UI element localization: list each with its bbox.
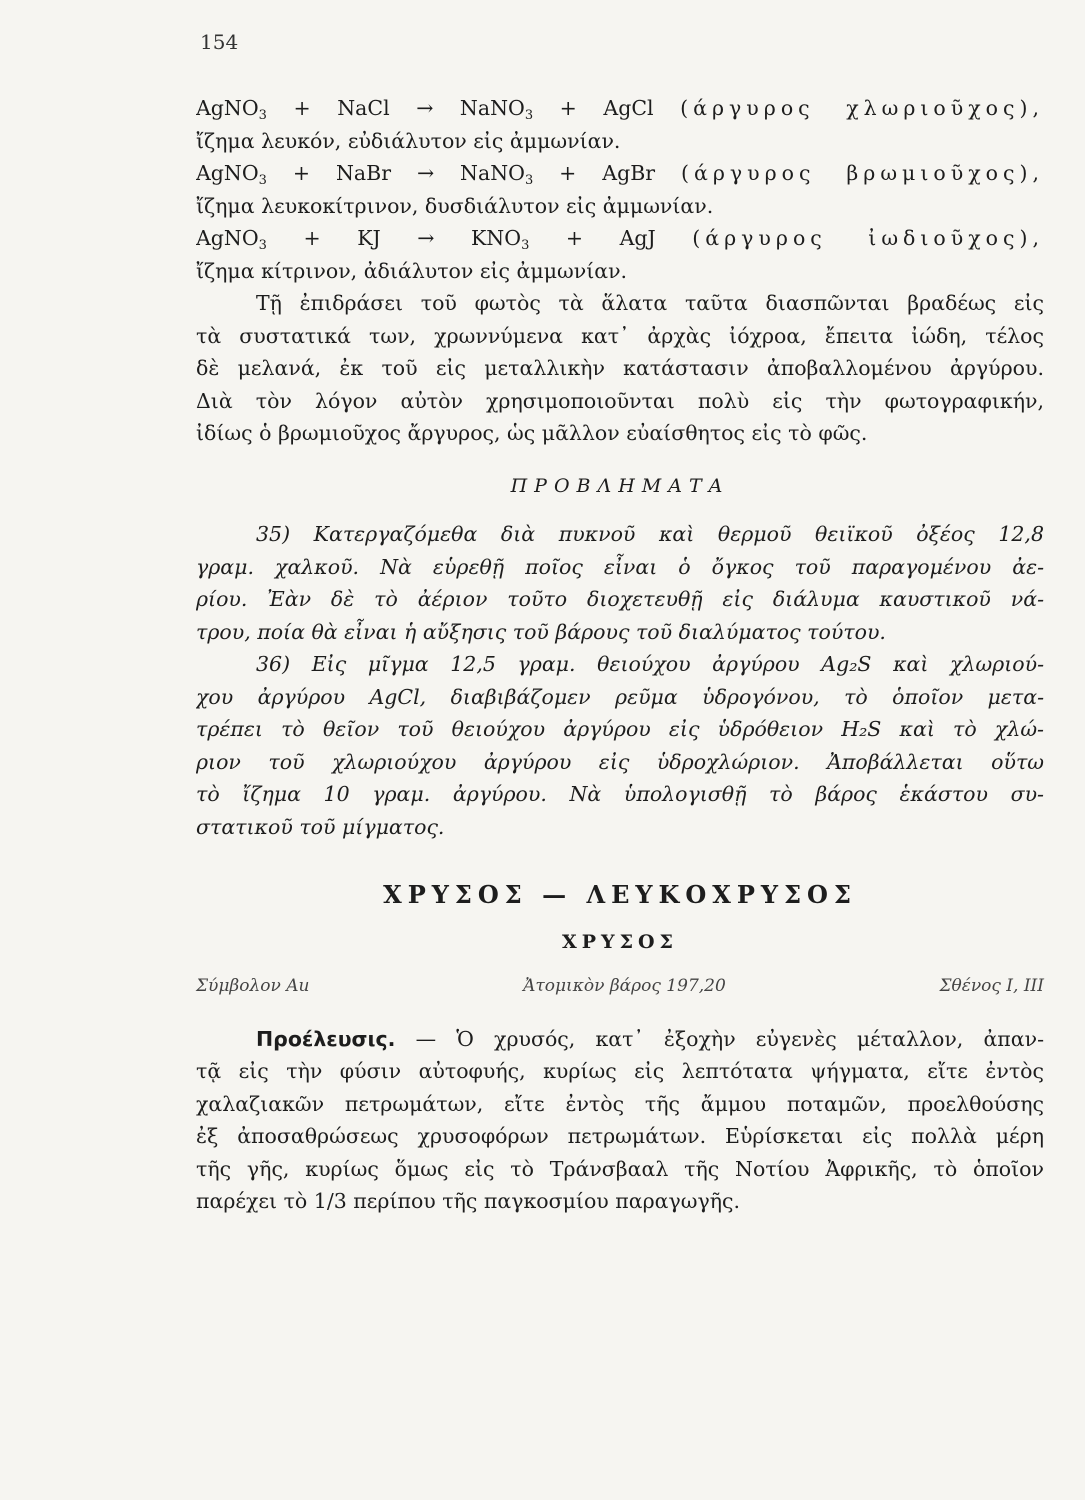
paragraph-line: Τῇ ἐπιδράσει τοῦ φωτὸς τὰ ἅλατα ταῦτα διασπῶνται βραδέως εἰς [256,291,1044,315]
element-valence: Σθένος I, III [939,976,1044,996]
reaction-description: ἴζημα κίτρινον, ἀδιάλυτον εἰς ἀμμωνίαν. [196,258,628,283]
paragraph-line: Προέλευσις. — Ὁ χρυσός, κατ᾽ ἐξοχὴν εὐγενὲς μέταλλον, ἀπαν- [256,1026,1044,1051]
paragraph-line: τῆς γῆς, κυρίως ὅμως εἰς τὸ Τράνσβααλ τῆς Νοτίου Ἀφρικῆς, τὸ ὁποῖον [196,1156,1044,1181]
paragraph-line: παρέχει τὸ 1/3 περίπου τῆς παγκοσμίου παραγωγῆς. [196,1189,741,1213]
element-symbol: Σύμβολον Au [196,976,310,996]
problem-line: ριον τοῦ χλωριούχου ἀργύρου εἰς ὑδροχλώριον. Ἀποβάλλεται οὕτω [196,749,1044,774]
reaction-equation: AgNO$_3$ + KJ → $KNO_3$ + AgJ (άργυρος ἰωδιοῦχος), [196,226,1044,253]
problem-line: χου ἀργύρου AgCl, διαβιβάζομεν ρεῦμα ὑδρογόνου, τὸ ὁποῖον μετα- [196,684,1044,709]
reaction-equation: AgNO$_3$ + NaBr → NaNO$_3$ + AgBr (άργυρος βρωμιοῦχος), [196,161,1044,188]
page-body [196,92,1044,1218]
problems-heading: ΠΡΟΒΛΗΜΑΤΑ [510,474,730,497]
paragraph-line: τᾷ εἰς τὴν φύσιν αὐτοφυής, κυρίως εἰς λεπτότατα ψήγματα, εἴτε ἐντὸς [196,1059,1044,1083]
problem-line: στατικοῦ τοῦ μίγματος. [196,814,445,839]
section-title: ΧΡΥΣΟΣ — ΛΕΥΚΟΧΡΥΣΟΣ [383,880,857,909]
paragraph-line: ἐξ ἀποσαθρώσεως χρυσοφόρων πετρωμάτων. Εὑρίσκεται εἰς πολλὰ μέρη [196,1124,1044,1148]
problem-line: 36) Εἰς μῖγμα 12,5 γραμ. θειούχου ἀργύρου Ag₂S καὶ χλωριού- [256,652,1044,676]
problem-line: τρου, ποία θὰ εἶναι ἡ αὔξησις τοῦ βάρους τοῦ διαλύματος τούτου. [196,619,886,644]
paragraph-line: ἰδίως ὁ βρωμιοῦχος ἄργυρος, ὡς μᾶλλον εὐαίσθητος εἰς τὸ φῶς. [196,421,868,445]
problem-line: τὸ ἴζημα 10 γραμ. ἀργύρου. Νὰ ὑπολογισθῇ τὸ βάρος ἑκάστου συ- [196,782,1044,806]
element-properties [196,970,1044,1003]
problem-line: ρίου. Ἐὰν δὲ τὸ ἀέριον τοῦτο διοχετευθῇ εἰς διάλυμα καυστικοῦ νά- [196,587,1044,611]
element-atomic-weight: Ἀτομικὸν βάρος 197,20 [523,976,726,996]
problem-line: τρέπει τὸ θεῖον τοῦ θειούχου ἀργύρου εἰς ὑδρόθειον H₂S καὶ τὸ χλώ- [196,717,1044,741]
problem-line: 35) Κατεργαζόμεθα διὰ πυκνοῦ καὶ θερμοῦ θειϊκοῦ ὀξέος 12,8 [256,522,1044,546]
reaction-description: ἴζημα λευκοκίτρινον, δυσδιάλυτον εἰς ἀμμωνίαν. [196,193,714,218]
subsection-title: ΧΡΥΣΟΣ [561,930,678,953]
reaction-description: ἴζημα λευκόν, εὐδιάλυτον εἰς ἀμμωνίαν. [196,128,621,153]
origin-lead: Προέλευσις. [256,1026,396,1051]
paragraph-line: τὰ συστατικά των, χρωννύμενα κατ᾽ ἀρχὰς ἰόχροα, ἔπειτα ἰώδη, τέλος [196,323,1044,348]
paragraph-line: χαλαζιακῶν πετρωμάτων, εἴτε ἐντὸς τῆς ἄμμου ποταμῶν, προελθούσης [196,1091,1044,1116]
reaction-equation: AgNO$_3$ + NaCl → NaNO$_3$ + AgCl (άργυρος χλωριοῦχος), [196,96,1044,123]
paragraph-line: Διὰ τὸν λόγον αὐτὸν χρησιμοποιοῦνται πολὺ εἰς τὴν φωτογραφικήν, [196,388,1044,413]
paragraph-line: δὲ μελανά, ἐκ τοῦ εἰς μεταλλικὴν κατάστασιν ἀποβαλλομένου ἀργύρου. [196,356,1044,380]
page-number: 154 [200,30,239,54]
problem-line: γραμ. χαλκοῦ. Νὰ εὑρεθῇ ποῖος εἶναι ὁ ὄγκος τοῦ παραγομένου ἀε- [196,554,1044,579]
